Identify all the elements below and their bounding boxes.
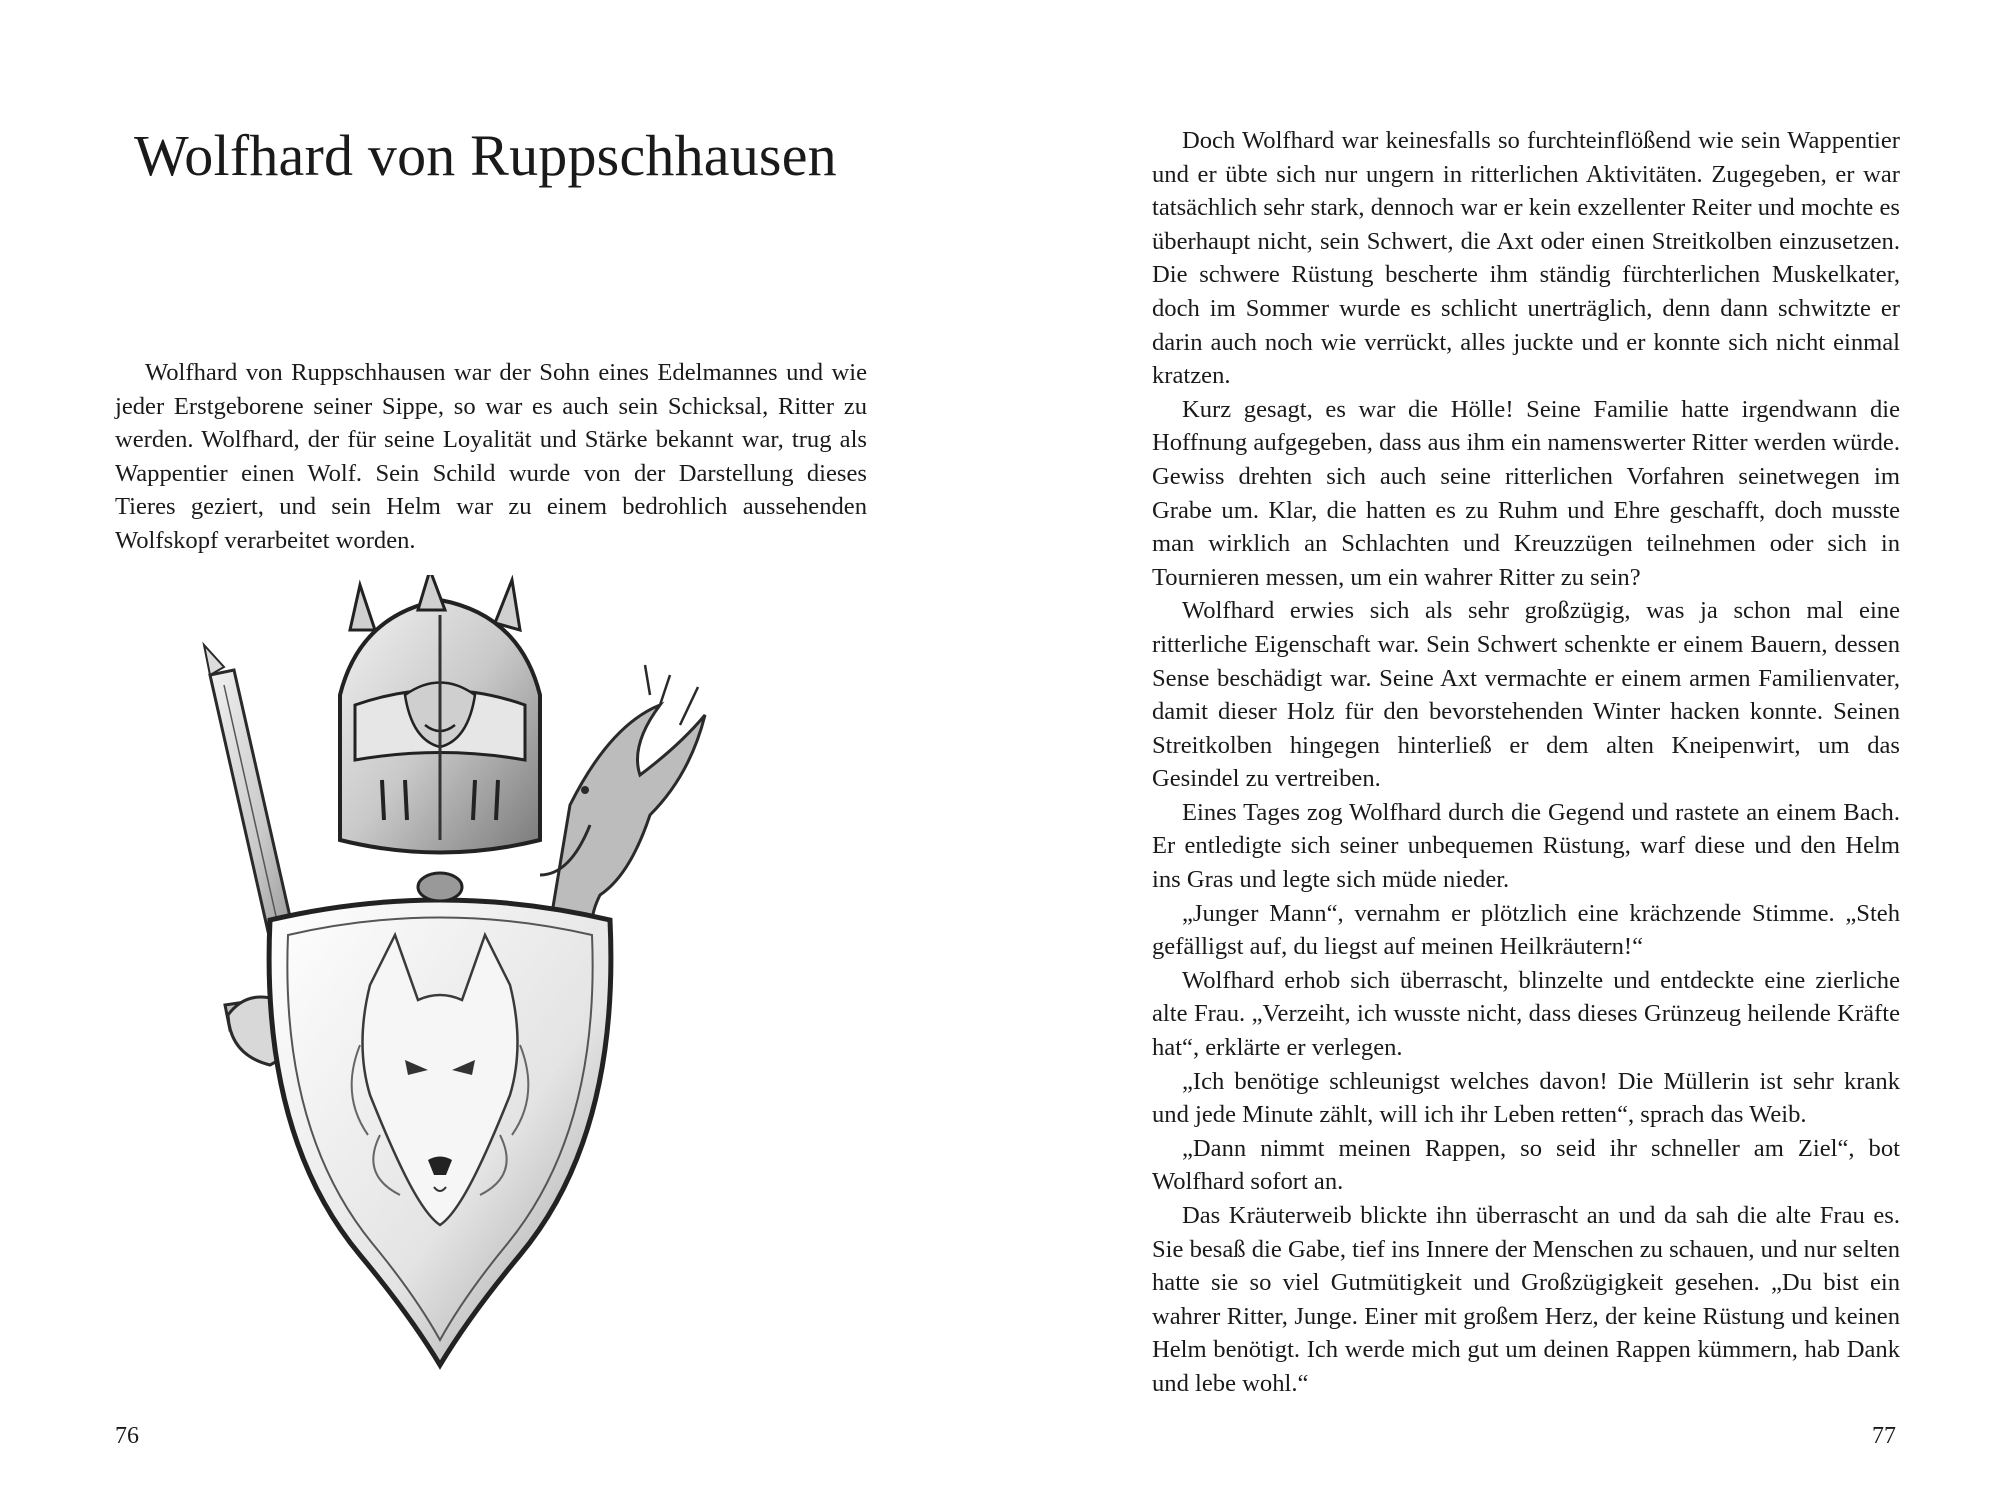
paragraph: Doch Wolfhard war keinesfalls so furchteinflößend wie sein Wappentier und er übte sich nur ungern in ritterlichen Aktivitäten. Zugegeben, er war tatsächlich sehr stark, dennoch war er kein exzellenter Reiter und mochte es überhaupt nicht, sein Schwert, die Axt oder einen Streitkolben einzusetzen. Die schwere Rüstung bescherte ihm ständig fürchterlichen Muskelkater, doch im Sommer wurde es schlicht unerträglich, denn dann schwitzte er darin auch noch wie verrückt, alles juckte und er konnte sich nicht einmal kratzen. [1152, 127, 1900, 390]
right-page-text [1152, 124, 1900, 1401]
chapter-title: Wolfhard von Ruppschhausen [134, 123, 837, 188]
paragraph: Wolfhard erwies sich als sehr großzügig, was ja schon mal eine ritterliche Eigenschaft war. Sein Schwert schenkte er einem Bauern, dessen Sense beschädigt war. Seine Axt vermachte er einem armen Familienvater, damit dieser Holz für den bevorstehenden Winter hacken konnte. Seinen Streitkolben hingegen hinterließ er dem alten Kneipenwirt, um das Gesindel zu vertreiben. [1152, 597, 1900, 793]
knight-coat-of-arms-illustration [190, 575, 710, 1395]
paragraph: Wolfhard erhob sich überrascht, blinzelte und entdeckte eine zierliche alte Frau. „Verzeiht, ich wusste nicht, dass dieses Grünzeug heilende Kräfte hat“, erklärte er verlegen. [1152, 966, 1900, 1062]
paragraph: Das Kräuterweib blickte ihn überrascht an und da sah die alte Frau es. Sie besaß die Gabe, tief ins Innere der Menschen zu schauen, und nur selten hatte sie so viel Gutmütigkeit und Großzügigkeit gesehen. „Du bist ein wahrer Ritter, Junge. Einer mit großem Herz, der keine Rüstung und keinen Helm benötigt. Ich werde mich gut um deinen Rappen kümmern, hab Dank und lebe wohl.“ [1152, 1202, 1900, 1397]
left-page-text [115, 356, 867, 558]
right-page [1000, 0, 2000, 1503]
page-number: 76 [115, 1423, 139, 1449]
helmet-icon [340, 575, 540, 853]
paragraph: „Ich benötige schleunigst welches davon! Die Müllerin ist sehr krank und jede Minute zählt, will ich ihr Leben retten“, sprach das Weib. [1152, 1067, 1900, 1129]
paragraph: „Junger Mann“, vernahm er plötzlich eine krächzende Stimme. „Steh gefälligst auf, du liegst auf meinen Heilkräutern!“ [1152, 899, 1900, 961]
paragraph: „Dann nimmt meinen Rappen, so seid ihr schneller am Ziel“, bot Wolfhard sofort an. [1152, 1134, 1900, 1196]
page-number: 77 [1872, 1423, 1896, 1449]
paragraph: Wolfhard von Ruppschhausen war der Sohn eines Edelmannes und wie jeder Erstgeborene seiner Sippe, so war es auch sein Schicksal, Ritter zu werden. Wolfhard, der für seine Loyalität und Stärke bekannt war, trug als Wappentier einen Wolf. Sein Schild wurde von der Darstellung dieses Tieres geziert, und sein Helm war zu einem bedrohlich aussehenden Wolfskopf verarbeitet worden. [115, 359, 867, 554]
paragraph: Eines Tages zog Wolfhard durch die Gegend und rastete an einem Bach. Er entledigte sich seiner unbequemen Rüstung, warf diese und den Helm ins Gras und legte sich müde nieder. [1152, 798, 1900, 894]
paragraph: Kurz gesagt, es war die Hölle! Seine Familie hatte irgendwann die Hoffnung aufgegeben, dass aus ihm ein namenswerter Ritter werden würde. Gewiss drehten sich auch seine ritterlichen Vorfahren seinetwegen im Grabe um. Klar, die hatten es zu Ruhm und Ehre geschafft, doch musste man wirklich an Schlachten und Kreuzzügen teilnehmen oder sich in Tournieren messen, um ein wahrer Ritter zu sein? [1152, 395, 1900, 591]
